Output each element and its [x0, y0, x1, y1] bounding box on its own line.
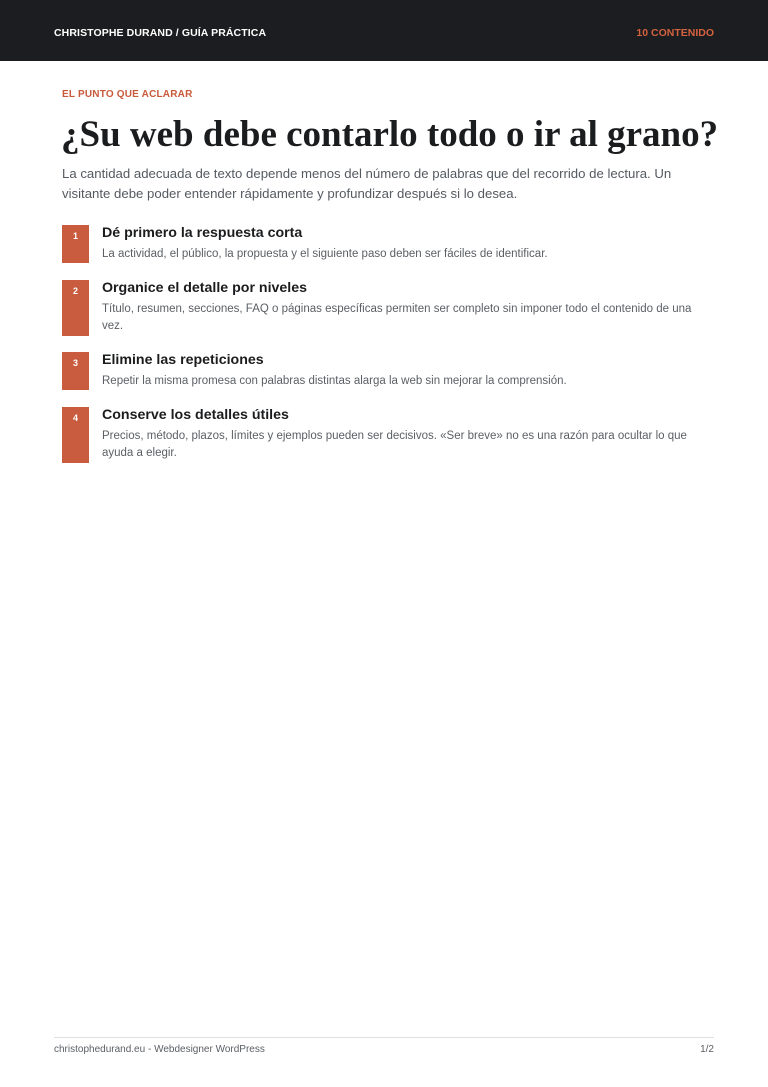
- step-description: Título, resumen, secciones, FAQ o páginas específicas permiten ser completo sin imponer todo el contenido de una vez.: [102, 303, 692, 332]
- step-description: Precios, método, plazos, límites y ejemplos pueden ser decisivos. «Ser breve» no es una razón para ocultar lo que ayuda a elegir.: [102, 430, 687, 459]
- page-title: ¿Su web debe contarlo todo o ir al grano?: [61, 114, 719, 155]
- step-number-badge: 3: [62, 352, 89, 390]
- page-number: 1/2: [700, 1044, 714, 1055]
- step-title: Dé primero la respuesta corta: [102, 225, 303, 241]
- intro-paragraph: La cantidad adecuada de texto depende menos del número de palabras que del recorrido de lectura. Un visitante debe poder entender rápidamente y profundizar después si lo desea.: [62, 166, 672, 201]
- list-item: [62, 225, 702, 280]
- step-title: Organice el detalle por niveles: [102, 280, 308, 296]
- step-title: Elimine las repeticiones: [102, 352, 264, 368]
- eyebrow-label: EL PUNTO QUE ACLARAR: [62, 89, 193, 100]
- brand-label: CHRISTOPHE DURAND / GUÍA PRÁCTICA: [54, 27, 267, 39]
- section-label: 10 CONTENIDO: [636, 27, 714, 39]
- step-description: La actividad, el público, la propuesta y el siguiente paso deben ser fáciles de identificar.: [102, 248, 548, 260]
- step-description: Repetir la misma promesa con palabras distintas alarga la web sin mejorar la comprensión.: [102, 375, 567, 387]
- steps-list: [62, 225, 702, 479]
- footer-divider: [54, 1037, 714, 1038]
- list-item: [62, 352, 702, 407]
- step-title: Conserve los detalles útiles: [102, 407, 289, 423]
- step-number-badge: 1: [62, 225, 89, 263]
- step-number-badge: 2: [62, 280, 89, 336]
- step-number-badge: 4: [62, 407, 89, 463]
- list-item: [62, 280, 702, 352]
- footer-site-link[interactable]: christophedurand.eu - Webdesigner WordPress: [54, 1044, 265, 1055]
- list-item: [62, 407, 702, 479]
- top-bar: [0, 0, 768, 61]
